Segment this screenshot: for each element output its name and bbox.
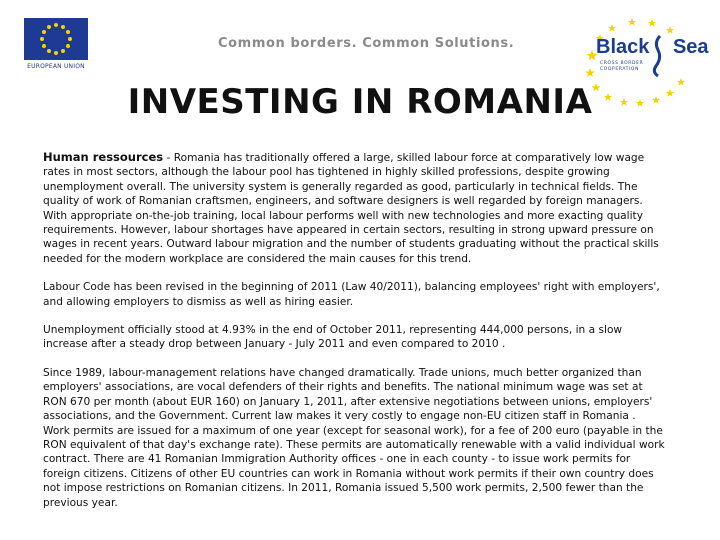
black-sea-sea: Sea — [672, 36, 709, 58]
paragraph-labour-code: Labour Code has been revised in the beginning of 2011 (Law 40/2011), balancing employees' right with employers', and allowing employers to dismiss as well as hiring easier. — [43, 281, 660, 308]
eu-label: EUROPEAN UNION — [27, 63, 85, 70]
black-sea-wordmark — [596, 36, 709, 59]
black-sea-subtitle — [600, 61, 643, 73]
black-sea-subtitle-line1: CROSS BORDER — [600, 61, 644, 66]
black-sea-black: Black — [596, 36, 650, 58]
paragraph-labour-relations: Since 1989, labour-management relations have changed dramatically. Trade unions, much better organized than employers' associations, are vocal defenders of their rights and benefits. The national minimum wage was set at RON 670 per month (about EUR 160) on January 1, 2011, after extensive negotiations between unions, employers' associations, and the Government. Current law makes it very costly to engage non-EU citizen staff in Romania . Work permits are issued for a maximum of one year (except for seasonal work), for a fee of 200 euro (payable in the RON equivalent of that day's exchange rate). These permits are automatically renewable with a valid individual work contract. There are 41 Romanian Immigration Authority offices - one in each county - to issue work permits for foreign citizens. Citizens of other EU countries can work in Romania without work permits if their own country does not impose restrictions on Romanian citizens. In 2011, Romania issued 5,500 work permits, 2,500 fewer than the previous year. — [43, 366, 665, 509]
paragraph-human-resources — [43, 150, 665, 266]
content-body — [43, 150, 665, 524]
lead-label: Human ressources — [43, 150, 164, 164]
tagline: Common borders. Common Solutions. — [218, 36, 515, 51]
page-title: INVESTING IN ROMANIA — [127, 82, 593, 122]
paragraph-1-text: Romania has traditionally offered a large, skilled labour force at comparatively low wage rates in most sectors, although the labour pool has tightened in highly skilled professions, despite growing unemployment overall. The university system is generally regarded as good, particularly in technical fields. The quality of work of Romanian craftsmen, engineers, and software designers is well regarded by foreign managers. With appropriate on-the-job training, local labour performs well with new technologies and more exacting quality requirements. However, labour shortages have appeared in certain sectors, resulting in strong upward pressure on wages in recent years. Outward labour migration and the number of students graduating without the practical skills needed for the modern workplace are considered the main causes for this trend. — [43, 152, 659, 265]
eu-logo — [24, 18, 88, 70]
paragraph-unemployment: Unemployment officially stood at 4.93% in the end of October 2011, representing 444,000 persons, in a slow increase after a steady drop between January - July 2011 and even compared to 2010 . — [43, 324, 623, 351]
black-sea-subtitle-line2: COOPERATION — [600, 67, 640, 72]
lead-separator: - — [163, 152, 174, 164]
eu-flag-icon — [24, 18, 88, 60]
